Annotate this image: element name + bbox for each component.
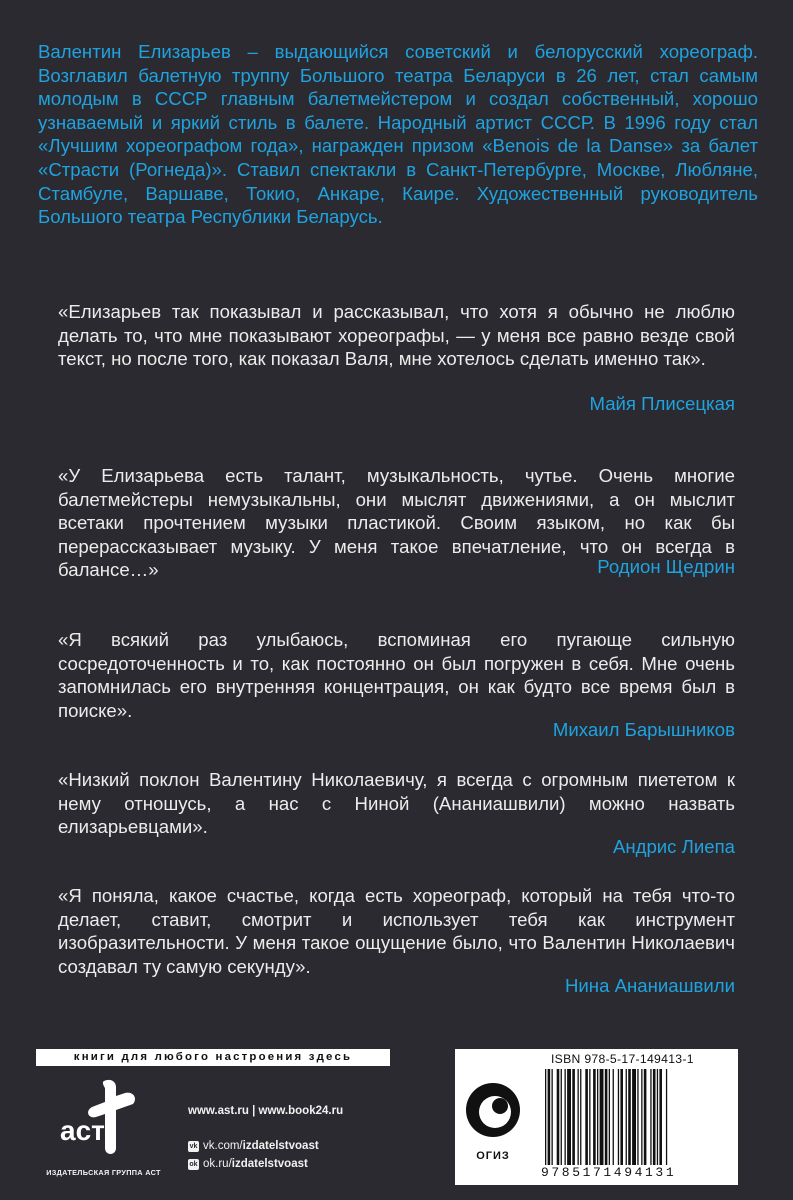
websites-link[interactable]: www.ast.ru | www.book24.ru: [188, 1105, 344, 1117]
quote-baryshnikov: «Я всякий раз улыбаюсь, вспоминая его пугающе сильную сосредоточенность и то, как постоянно он был погружен в себя. Мне очень запомнилась его внутренняя концентрация, он как будто все время был в поиске».: [58, 629, 735, 721]
quote-ananiashvili: «Я поняла, какое счастье, когда есть хореограф, который на тебя что-то делает, ставит, смотрит и использует тебя как инструмент изобразительности. У меня такое ощущение было, что Валентин Николаевич создавал ту самую секунду».: [58, 885, 735, 977]
isbn-number: ISBN 978-5-17-149413-1: [551, 1052, 694, 1066]
quote-author-ananiashvili: Нина Ананиашвили: [564, 975, 735, 996]
quote-author-baryshnikov: Михаил Барышников: [552, 719, 735, 740]
quote-plisetskaya: «Елизарьев так показывал и рассказывал, что хотя я обычно не люблю делать то, что мне показывают хореографы, — у меня все равно везде свой текст, но после того, как показал Валя, мне хотелось сделать именно так».: [58, 301, 735, 370]
quote-shchedrin: «У Елизарьева есть талант, музыкальность, чутье. Очень многие балетмейстеры немузыкальны, они мыслят движениями, а он мыслит всетаки прочтением музыки пластикой. Своим языком, но как бы перерассказывает музыку. У меня такое впечатление, что он всегда в балансе…»: [58, 465, 735, 581]
ogiz-logo: [464, 1081, 522, 1139]
slogan-banner: книги для любого настроения здесь: [36, 1049, 390, 1066]
ogiz-label: ОГИЗ: [476, 1150, 510, 1162]
publisher-links: [188, 1102, 343, 1173]
vk-icon: vk: [189, 1142, 198, 1150]
ok-handle[interactable]: izdatelstvoast: [231, 1158, 308, 1170]
ok-icon: ok: [189, 1160, 198, 1168]
publisher-name: ИЗДАТЕЛЬСКАЯ ГРУППА АСТ: [46, 1168, 161, 1177]
isbn-box: [455, 1049, 738, 1185]
ast-logo-text: аст: [60, 1115, 105, 1146]
barcode-digits: 9785171494131: [541, 1165, 677, 1180]
isbn-barcode: [543, 1069, 729, 1165]
author-bio: Валентин Елизарьев – выдающийся советский и белорусский хореограф. Возглавил балетную труппу Большого театра Беларуси в 26 лет, стал самым молодым в СССР главным балетмейстером и создал собственный, хорошо узнаваемый и яркий стиль в балете. Народный артист СССР. В 1996 году стал «Лучшим хореографом года», награжден призом «Benois de la Danse» за балет «Страсти (Рогнеда)». Ставил спектакли в Санкт-Петербурге, Москве, Любляне, Стамбуле, Варшаве, Токио, Анкаре, Каире. Художественный руководитель Большого театра Республики Беларусь.: [38, 41, 758, 228]
ast-logo: [58, 1078, 138, 1158]
quote-author-plisetskaya: Майя Плисецкая: [589, 393, 735, 414]
ok-prefix[interactable]: ok.ru/: [203, 1158, 232, 1170]
quote-author-liepa: Андрис Лиепа: [612, 836, 735, 857]
vk-prefix[interactable]: vk.com/: [203, 1140, 243, 1152]
quote-author-shchedrin: Родион Щедрин: [597, 556, 735, 577]
quote-liepa: «Низкий поклон Валентину Николаевичу, я всегда с огромным пиететом к нему отношусь, а нас с Ниной (Ананиашвили) можно назвать елизарьевцами».: [58, 769, 735, 838]
vk-handle[interactable]: izdatelstvoast: [242, 1140, 319, 1152]
